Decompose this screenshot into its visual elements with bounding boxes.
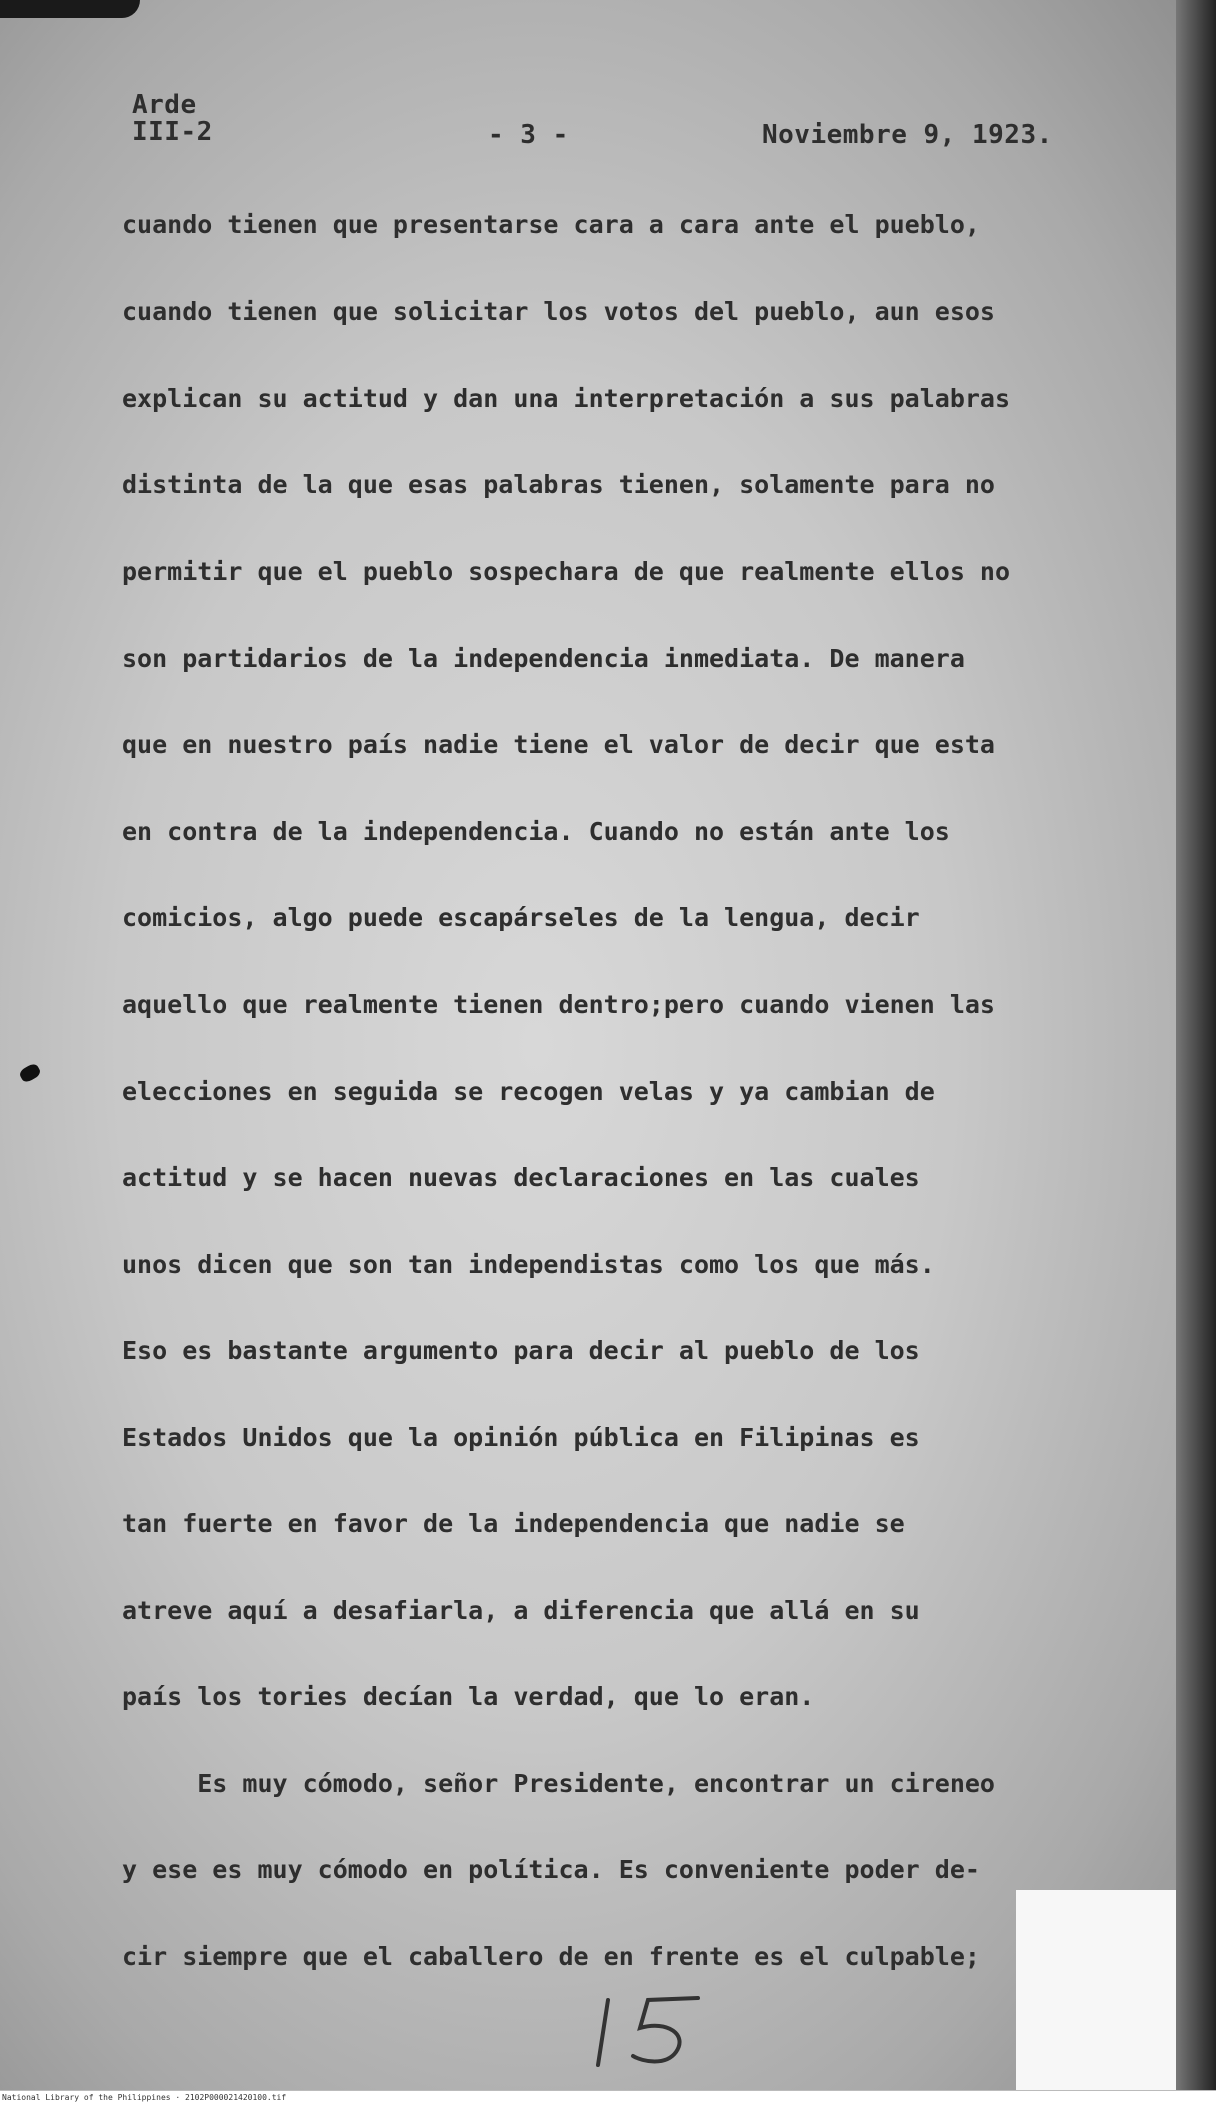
body-line: atreve aquí a desafiarla, a diferencia que allá en su: [122, 1596, 920, 1625]
page-number: - 3 -: [488, 120, 569, 150]
header-ref-line-2: III-2: [132, 117, 213, 147]
body-line: unos dicen que son tan independistas como los que más.: [122, 1250, 935, 1279]
header-ref-line-1: Arde: [132, 90, 197, 120]
body-line: que en nuestro país nadie tiene el valor de decir que esta: [122, 730, 995, 759]
document-date: Noviembre 9, 1923.: [762, 120, 1053, 150]
body-line: cir siempre que el caballero de en frente es el culpable;: [122, 1942, 980, 1971]
body-line: tan fuerte en favor de la independencia que nadie se: [122, 1509, 905, 1538]
body-line: elecciones en seguida se recogen velas y ya cambian de: [122, 1077, 935, 1106]
body-line: comicios, algo puede escapárseles de la lengua, decir: [122, 903, 920, 932]
paper-patch: [1016, 1890, 1182, 2090]
body-line: y ese es muy cómodo en política. Es conveniente poder de-: [122, 1855, 980, 1884]
scan-edge: [1176, 0, 1216, 2090]
footer-caption: National Library of the Philippines · 2102P000021420100.tif: [2, 2093, 287, 2102]
body-line: son partidarios de la independencia inmediata. De manera: [122, 644, 965, 673]
body-line: aquello que realmente tienen dentro;pero cuando vienen las: [122, 990, 995, 1019]
handwritten-page-number: [588, 1990, 728, 2070]
body-line: cuando tienen que presentarse cara a cara ante el pueblo,: [122, 210, 980, 239]
body-line: país los tories decían la verdad, que lo eran.: [122, 1682, 815, 1711]
body-line: permitir que el pueblo sospechara de que realmente ellos no: [122, 557, 1011, 586]
svg-text:15: 15: [588, 1990, 589, 1991]
body-line: explican su actitud y dan una interpretación a sus palabras: [122, 384, 1011, 413]
body-line: Es muy cómodo, señor Presidente, encontrar un cireneo: [122, 1769, 995, 1798]
body-line: actitud y se hacen nuevas declaraciones en las cuales: [122, 1163, 920, 1192]
body-line: cuando tienen que solicitar los votos del pueblo, aun esos: [122, 297, 995, 326]
body-line: distinta de la que esas palabras tienen, solamente para no: [122, 470, 995, 499]
body-line: en contra de la independencia. Cuando no están ante los: [122, 817, 950, 846]
body-line: Estados Unidos que la opinión pública en Filipinas es: [122, 1423, 920, 1452]
body-line: Eso es bastante argumento para decir al pueblo de los: [122, 1336, 920, 1365]
